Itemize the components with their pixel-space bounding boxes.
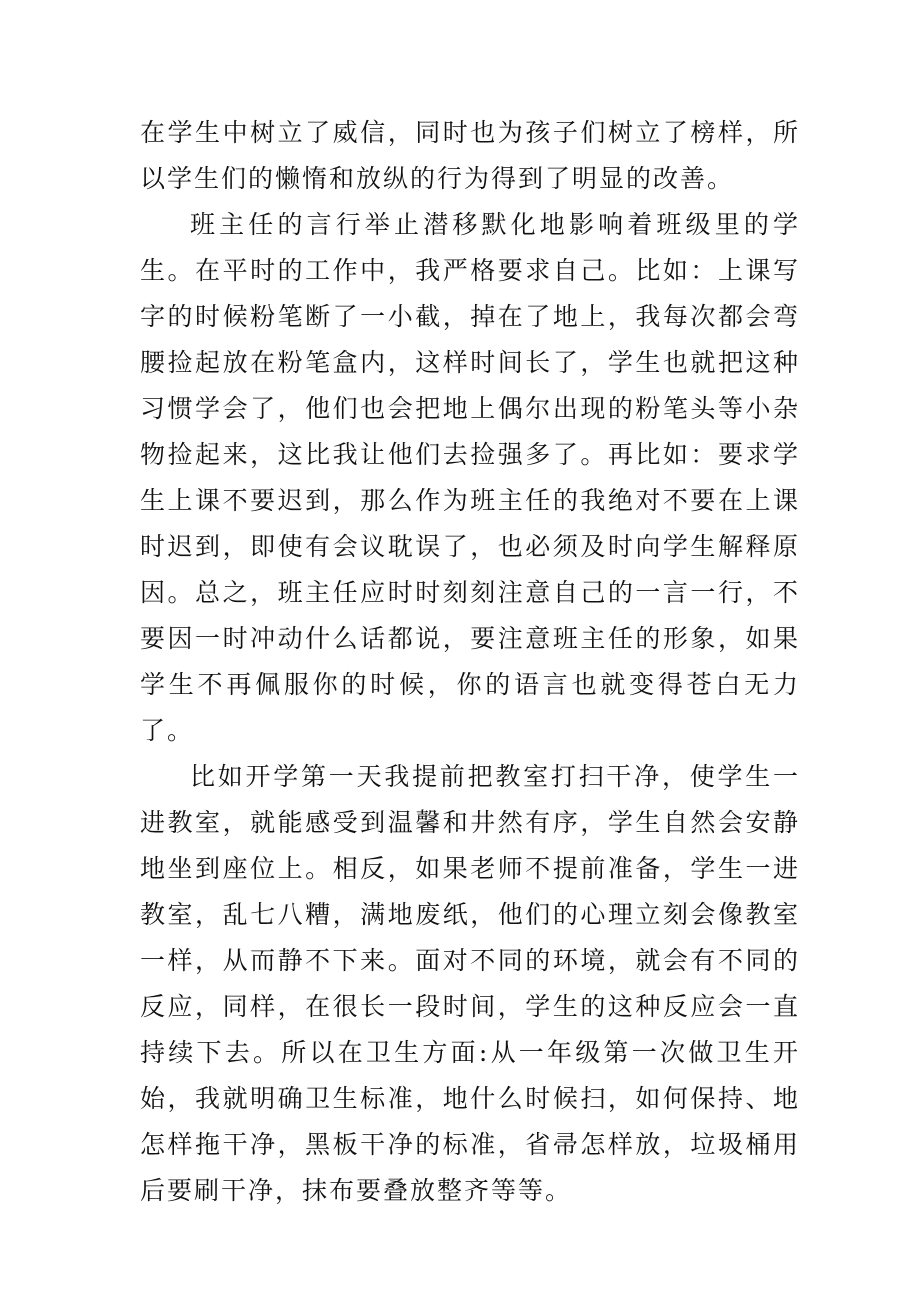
paragraph-teacher-conduct: 班主任的言行举止潜移默化地影响着班级里的学生。在平时的工作中，我严格要求自己。比如：上课写字的时候粉笔断了一小截，掉在了地上，我每次都会弯腰捡起放在粉笔盒内，这样时间长了，学生也就把这种习惯学会了，他们也会把地上偶尔出现的粉笔头等小杂物捡起来，这比我让他们去捡强多了。再比如：要求学生上课不要迟到，那么作为班主任的我绝对不要在上课时迟到，即使有会议耽误了，也必须及时向学生解释原因。总之，班主任应时时刻刻注意自己的一言一行，不要因一时冲动什么话都说，要注意班主任的形象，如果学生不再佩服你的时候，你的语言也就变得苍白无力了。 [140,210,800,745]
paragraph-classroom-hygiene: 比如开学第一天我提前把教室打扫干净，使学生一进教室，就能感受到温馨和井然有序，学生自然会安静地坐到座位上。相反，如果老师不提前准备，学生一进教室，乱七八糟，满地废纸，他们的心理立刻会像教室一样，从而静不下来。面对不同的环境，就会有不同的反应，同样，在很长一段时间，学生的这种反应会一直持续下去。所以在卫生方面:从一年级第一次做卫生开始，我就明确卫生标准，地什么时候扫，如何保持、地怎样拖干净，黑板干净的标准，省帚怎样放，垃圾桶用后要刷干净，抹布要叠放整齐等等。 [140,762,800,1205]
paragraph-continuation: 在学生中树立了威信，同时也为孩子们树立了榜样，所以学生们的懒惰和放纵的行为得到了明显的改善。 [140,118,800,193]
document-body [140,110,800,1214]
